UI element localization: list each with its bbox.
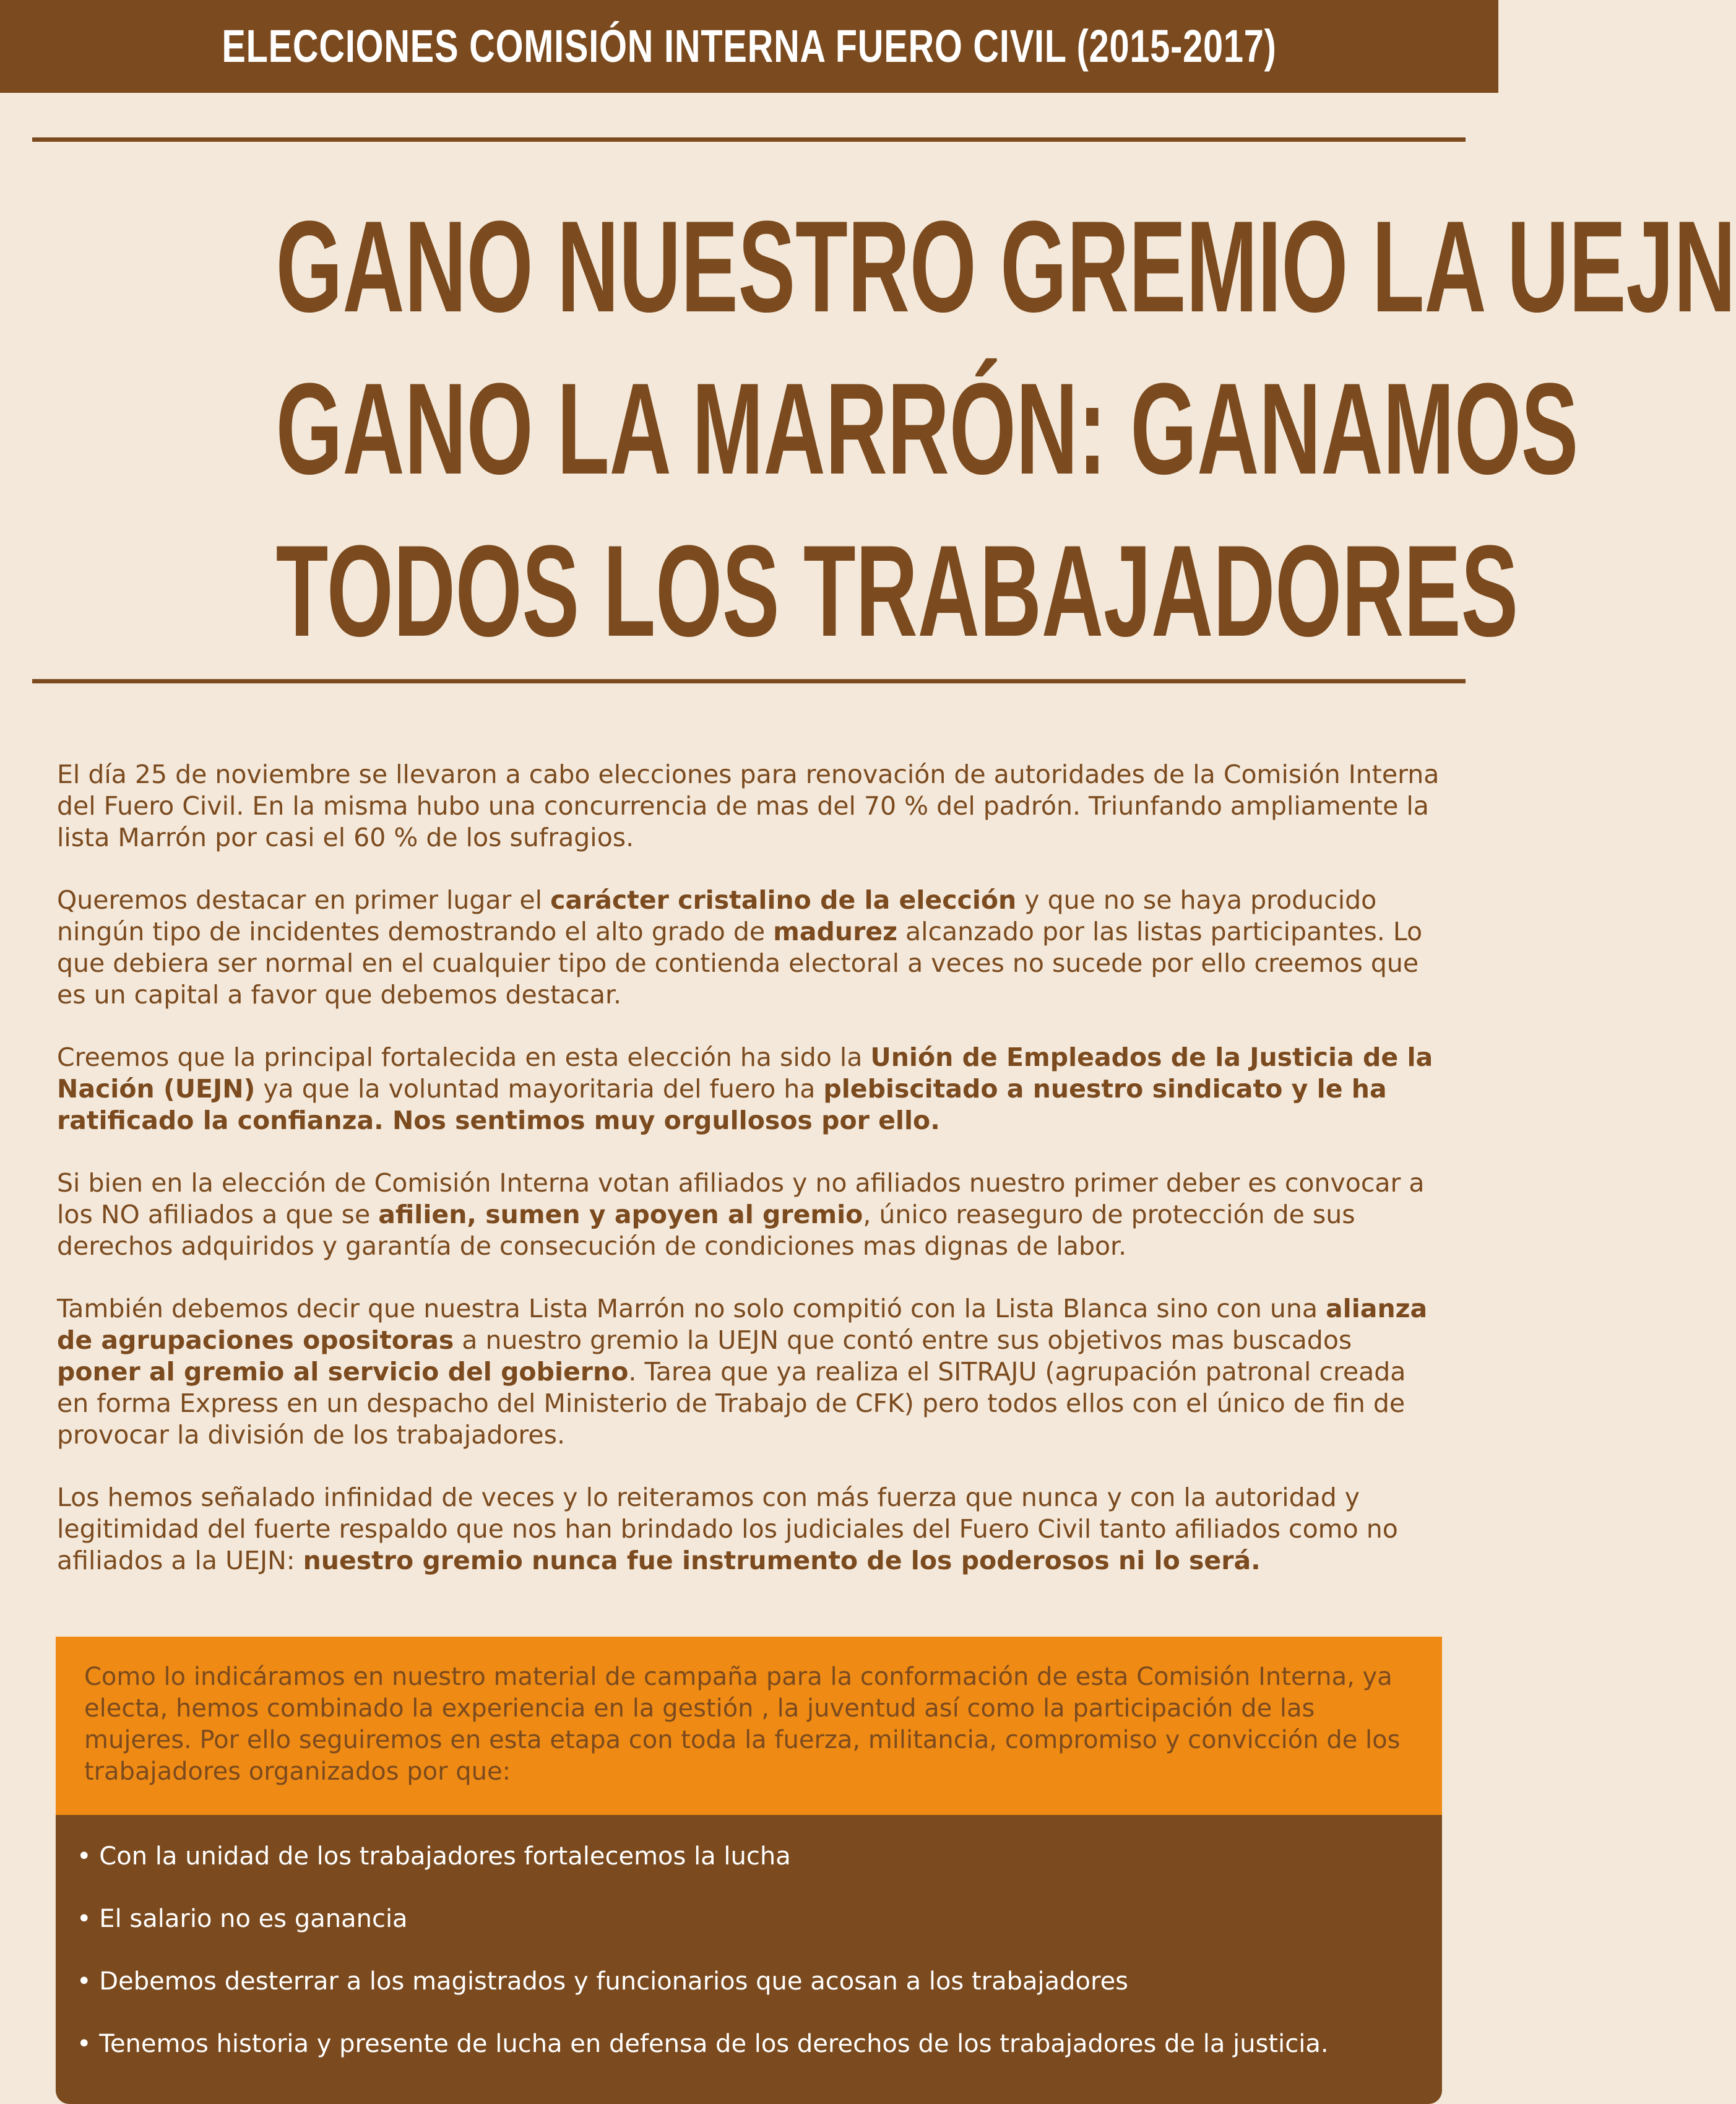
paragraph-6-bold-a: nuestro gremio nunca fue instrumento de los poderosos ni lo será.	[303, 1546, 1261, 1575]
paragraph-5-bold-a: alianza de agrupaciones opositoras	[57, 1294, 1428, 1355]
paragraph-2-text-b: y que no se haya producido ningún tipo de incidentes demostrando el alto grado de	[57, 885, 1377, 946]
paragraph-1	[57, 759, 1443, 854]
bullet-item: • El salario no es ganancia	[77, 1905, 408, 1933]
paragraph-3	[57, 1042, 1443, 1136]
paragraph-3-bold-b: plebiscitado a nuestro sindicato y le ha ratificado la confianza. Nos sentimos muy orgullosos por ello.	[57, 1074, 1387, 1135]
callout-bullet-list	[77, 1841, 1426, 2091]
paragraph-3-bold-a: Unión de Empleados de la Justicia de la Nación (UEJN)	[57, 1042, 1433, 1104]
bottom-divider	[32, 679, 1466, 683]
headline-line-2: GANO LA MARRÓN: GANAMOS	[275, 356, 1579, 501]
paragraph-4-text-a: Si bien en la elección de Comisión Interna votan afiliados y no afiliados nuestro primer deber es convocar a los NO afiliados a que se	[57, 1168, 1425, 1229]
header-bar	[0, 0, 1498, 93]
paragraph-2	[57, 885, 1443, 1011]
header-title: ELECCIONES COMISIÓN INTERNA FUERO CIVIL (2015-2017)	[222, 20, 1277, 72]
headline	[32, 186, 1736, 672]
paragraph-3-text-a: Creemos que la principal fortalecida en esta elección ha sido la	[57, 1042, 871, 1072]
callout-intro-panel	[56, 1637, 1442, 1815]
headline-line-1: GANO NUESTRO GREMIO LA UEJN	[275, 194, 1736, 339]
top-divider	[32, 137, 1466, 142]
paragraph-4-bold-a: afilien, sumen y apoyen al gremio	[378, 1200, 863, 1229]
paragraph-5-text-b: a nuestro gremio la UEJN que contó entre sus objetivos mas buscados	[454, 1325, 1352, 1355]
callout-box	[56, 1637, 1442, 2104]
bullet-item: • Debemos desterrar a los magistrados y funcionarios que acosan a los trabajadores	[77, 1967, 1129, 1996]
paragraph-1-text: El día 25 de noviembre se llevaron a cabo elecciones para renovación de autoridades de la Comisión Interna del Fuero Civil. En la misma hubo una concurrencia de mas del 70 % del padrón. Triunfando ampliamente la lista Marrón por casi el 60 % de los sufragios.	[57, 760, 1440, 852]
headline-line-3: TODOS LOS TRABAJADORES	[275, 518, 1519, 664]
bullet-item: • Tenemos historia y presente de lucha en defensa de los derechos de los trabajadores de la justicia.	[77, 2030, 1329, 2058]
paragraph-2-bold-a: carácter cristalino de la elección	[550, 885, 1017, 915]
paragraph-5-bold-b: poner al gremio al servicio del gobierno	[57, 1357, 629, 1387]
paragraph-3-text-b: ya que la voluntad mayoritaria del fuero ha	[255, 1074, 824, 1104]
paragraph-2-text-a: Queremos destacar en primer lugar el	[57, 885, 551, 915]
article-body	[57, 759, 1443, 1608]
paragraph-5-text-a: También debemos decir que nuestra Lista Marrón no solo compitió con la Lista Blanca sino con una	[57, 1294, 1326, 1323]
bullet-item: • Con la unidad de los trabajadores fortalecemos la lucha	[77, 1842, 791, 1871]
callout-intro-text: Como lo indicáramos en nuestro material de campaña para la conformación de esta Comisión Interna, ya electa, hemos combinado la experiencia en la gestión , la juventud así como la participación de las mujeres. Por ello seguiremos en esta etapa con toda la fuerza, militancia, compromiso y convicción de los trabajadores organizados por que:	[84, 1663, 1401, 1786]
paragraph-4	[57, 1167, 1443, 1262]
paragraph-2-text-c: alcanzado por las listas participantes. Lo que debiera ser normal en el cualquier tipo de contienda electoral a veces no sucede por ello creemos que es un capital a favor que debemos destacar.	[57, 917, 1423, 1010]
paragraph-5	[57, 1293, 1443, 1451]
paragraph-2-bold-b: madurez	[773, 917, 897, 946]
paragraph-4-text-b: , único reaseguro de protección de sus derechos adquiridos y garantía de consecución de condiciones mas dignas de labor.	[57, 1200, 1355, 1261]
paragraph-5-text-c: . Tarea que ya realiza el SITRAJU (agrupación patronal creada en forma Express en un despacho del Ministerio de Trabajo de CFK) pero todos ellos con el único de fin de provocar la división de los trabajadores.	[57, 1357, 1406, 1450]
paragraph-6-text-a: Los hemos señalado infinidad de veces y lo reiteramos con más fuerza que nunca y con la autoridad y legitimidad del fuerte respaldo que nos han brindado los judiciales del Fuero Civil tanto afiliados como no afiliados a la UEJN:	[57, 1483, 1398, 1575]
paragraph-6	[57, 1482, 1443, 1577]
